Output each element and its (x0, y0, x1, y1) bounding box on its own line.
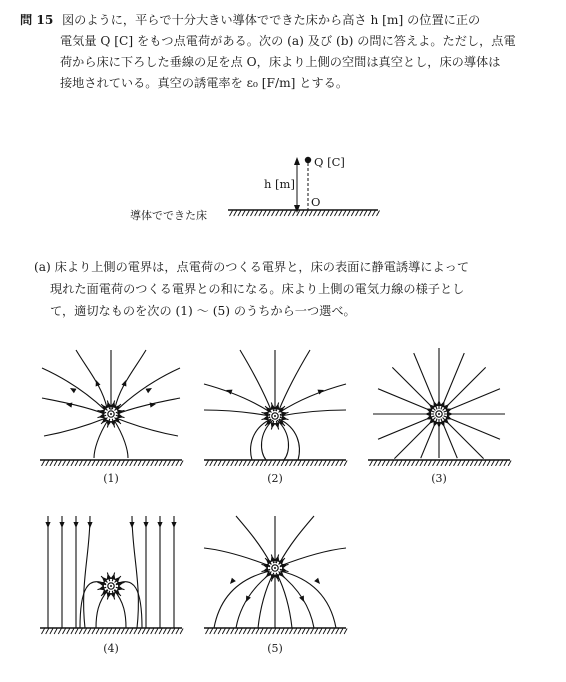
floor-hatch (378, 461, 381, 467)
field-line (42, 398, 105, 414)
floor-hatch (126, 461, 129, 467)
floor-hatch (298, 629, 301, 635)
floor-hatch (71, 629, 74, 635)
floor-hatch (235, 629, 238, 635)
option-4-floor (40, 628, 183, 634)
floor-hatch (42, 461, 45, 467)
floor-hatch (130, 461, 133, 467)
floor-hatch (491, 461, 494, 467)
floor-hatch (330, 211, 333, 217)
floor-hatch (231, 461, 234, 467)
floor-hatch (230, 211, 233, 217)
floor-hatch (210, 629, 213, 635)
floor-hatch (239, 461, 242, 467)
floor-hatch (242, 211, 245, 217)
floor-hatch (269, 461, 272, 467)
floor-hatch (227, 629, 230, 635)
floor-hatch (42, 629, 45, 635)
problem-line-3: 荷から床に下ろした垂線の足を点 O，床より上側の空間は真空とし，床の導体は (60, 55, 501, 69)
floor-hatch (314, 211, 317, 217)
question-a (34, 256, 554, 322)
option-2-floor (204, 460, 347, 466)
field-line (44, 418, 106, 436)
floor-hatch (470, 461, 473, 467)
floor-hatch (433, 461, 436, 467)
floor-hatch (227, 461, 230, 467)
floor-hatch (391, 461, 394, 467)
floor-hatch (377, 211, 380, 217)
option-1-label: (1) (103, 472, 119, 485)
option-3-label: (3) (431, 472, 447, 485)
charge-center (274, 567, 276, 569)
field-line (94, 420, 108, 458)
floor-hatch (374, 461, 377, 467)
floor-hatch (58, 461, 61, 467)
floor-hatch (319, 629, 322, 635)
floor-hatch (159, 629, 162, 635)
floor-hatch (269, 629, 272, 635)
field-line (240, 350, 271, 410)
floor-hatch (267, 211, 270, 217)
floor-hatch (50, 629, 53, 635)
floor-hatch (272, 211, 275, 217)
floor-hatch (243, 461, 246, 467)
floor-hatch (176, 629, 179, 635)
floor-hatch (306, 629, 309, 635)
floor-hatch (437, 461, 440, 467)
floor-hatch (276, 211, 279, 217)
floor-hatch (340, 461, 343, 467)
floor-hatch (356, 211, 359, 217)
field-line (280, 571, 336, 628)
floor-hatch (259, 211, 262, 217)
floor-hatch (163, 629, 166, 635)
floor-hatch (251, 211, 254, 217)
floor-hatch (407, 461, 410, 467)
floor-hatch (466, 461, 469, 467)
field-line (279, 516, 314, 564)
option-5-floor (204, 628, 347, 634)
floor-hatch (222, 461, 225, 467)
floor-hatch (168, 461, 171, 467)
floor-hatch (63, 629, 66, 635)
charge-label: Q [C] (314, 155, 345, 169)
floor-hatch (449, 461, 452, 467)
floor-hatch (412, 461, 415, 467)
field-arrow-head (59, 522, 64, 528)
floor-hatch (255, 211, 258, 217)
floor-hatch (311, 629, 314, 635)
floor-hatch (222, 629, 225, 635)
floor-hatch (302, 461, 305, 467)
floor-hatch (100, 461, 103, 467)
field-line (132, 516, 138, 628)
field-line (204, 384, 270, 412)
problem-line-1: 図のように，平らで十分大きい導体でできた床から高さ h [m] の位置に正の (62, 13, 481, 27)
floor-hatch (351, 211, 354, 217)
floor-hatch (280, 211, 283, 217)
floor-hatch (368, 211, 371, 217)
floor-hatch (105, 629, 108, 635)
floor-hatch (134, 629, 137, 635)
field-line (279, 573, 314, 628)
foot-label: O (311, 195, 321, 209)
field-line (236, 573, 271, 628)
field-arrow-head (146, 388, 152, 393)
floor-hatch (130, 629, 133, 635)
floor-hatch (290, 629, 293, 635)
floor-hatch (142, 461, 145, 467)
floor-hatch (302, 629, 305, 635)
floor-hatch (138, 629, 141, 635)
floor-hatch (88, 629, 91, 635)
floor-hatch (336, 629, 339, 635)
field-arrow-head (70, 388, 76, 393)
problem-line-2: 電気量 Q [C] をもつ点電荷がある。次の (a) 及び (b) の問に答えよ。ただし，点電 (60, 34, 516, 48)
floor-hatch (126, 629, 129, 635)
option-3-floor (368, 460, 511, 466)
floor-hatch (260, 461, 263, 467)
floor-hatch (180, 629, 183, 635)
floor-hatch (370, 461, 373, 467)
floor-hatch (79, 461, 82, 467)
floor-hatch (343, 211, 346, 217)
floor-hatch (332, 629, 335, 635)
field-arrow-head (73, 522, 78, 528)
floor-hatch (382, 461, 385, 467)
floor-hatch (305, 211, 308, 217)
floor-hatch (63, 461, 66, 467)
floor-hatch (386, 461, 389, 467)
field-line (204, 548, 270, 566)
floor-hatch (121, 629, 124, 635)
floor-hatch (214, 629, 217, 635)
field-arrow-head (314, 578, 320, 584)
floor-hatch (58, 629, 61, 635)
floor-hatch (75, 629, 78, 635)
floor-hatch (327, 629, 330, 635)
point-charge (305, 157, 311, 163)
option-5[interactable] (200, 514, 350, 676)
question-a-line-3: て，適切なものを次の (1) ～ (5) のうちから一つ選べ。 (50, 304, 356, 318)
option-4[interactable] (36, 514, 186, 676)
floor-hatch (54, 629, 57, 635)
floor-hatch (235, 461, 238, 467)
floor-hatch (238, 211, 241, 217)
floor-hatch (326, 211, 329, 217)
floor-hatch (109, 629, 112, 635)
floor-hatch (290, 461, 293, 467)
floor-hatch (248, 461, 251, 467)
floor-hatch (113, 629, 116, 635)
floor-hatch (79, 629, 82, 635)
floor-hatch (138, 461, 141, 467)
floor-hatch (159, 461, 162, 467)
floor-hatch (372, 211, 375, 217)
floor-hatch (109, 461, 112, 467)
field-arrow-head (171, 522, 176, 528)
floor-hatch (339, 211, 342, 217)
floor-hatch (315, 629, 318, 635)
floor-hatch (84, 629, 87, 635)
problem-number: 問 15 (20, 13, 54, 27)
floor-hatch (344, 629, 347, 635)
option-2-diagram (200, 348, 350, 466)
floor-hatch (277, 461, 280, 467)
floor-hatch (428, 461, 431, 467)
field-arrow-head (143, 522, 148, 528)
question-a-line-2: 現れた面電荷のつくる電界との和になる。床より上側の電気力線の様子とし (50, 282, 465, 296)
floor-hatch (335, 211, 338, 217)
floor-hatch (168, 629, 171, 635)
floor-hatch (318, 211, 321, 217)
floor-hatch (92, 629, 95, 635)
floor-hatch (332, 461, 335, 467)
floor-hatch (96, 461, 99, 467)
floor-hatch (46, 461, 49, 467)
floor-hatch (92, 461, 95, 467)
floor-hatch (322, 211, 325, 217)
floor-hatch (311, 461, 314, 467)
floor-hatch (206, 461, 209, 467)
field-line (279, 350, 310, 410)
floor-hatch (458, 461, 461, 467)
field-line (114, 420, 128, 458)
floor-hatch (75, 461, 78, 467)
floor-hatch (239, 629, 242, 635)
floor-hatch (284, 211, 287, 217)
floor-hatch (479, 461, 482, 467)
floor-hatch (176, 461, 179, 467)
floor-hatch (113, 461, 116, 467)
floor-hatch (285, 461, 288, 467)
floor-hatch (248, 629, 251, 635)
height-label: h [m] (264, 177, 295, 191)
setup-figure (130, 148, 430, 228)
floor-hatch (315, 461, 318, 467)
floor-hatch (263, 211, 266, 217)
floor-hatch (172, 629, 175, 635)
floor-hatch (340, 629, 343, 635)
floor-hatch (399, 461, 402, 467)
setup-floor (228, 210, 380, 216)
option-5-diagram (200, 514, 350, 636)
option-2-label: (2) (267, 472, 283, 485)
floor-hatch (264, 629, 267, 635)
option-1[interactable] (36, 348, 186, 508)
floor-hatch (117, 629, 120, 635)
option-4-diagram (36, 514, 186, 636)
field-line (115, 350, 146, 408)
field-line (214, 571, 270, 628)
field-arrow-head (157, 522, 162, 528)
charge-center (110, 413, 112, 415)
field-arrow-head (45, 522, 50, 528)
floor-hatch (281, 629, 284, 635)
floor-hatch (454, 461, 457, 467)
floor-hatch (500, 461, 503, 467)
floor-hatch (234, 211, 237, 217)
floor-hatch (54, 461, 57, 467)
floor-hatch (285, 629, 288, 635)
height-arrow-head-top (294, 157, 300, 165)
problem-line-4: 接地されている。真空の誘電率を ε₀ [F/m] とする。 (60, 76, 349, 90)
floor-hatch (67, 629, 70, 635)
field-line (84, 516, 90, 628)
floor-hatch (71, 461, 74, 467)
floor-hatch (218, 629, 221, 635)
option-1-floor (40, 460, 183, 466)
floor-hatch (105, 461, 108, 467)
floor-hatch (117, 461, 120, 467)
floor-hatch (260, 629, 263, 635)
floor-hatch (475, 461, 478, 467)
floor-hatch (508, 461, 511, 467)
field-line (116, 418, 178, 436)
floor-hatch (306, 461, 309, 467)
floor-hatch (214, 461, 217, 467)
field-arrow-head (317, 390, 324, 395)
floor-hatch (121, 461, 124, 467)
field-line (280, 384, 346, 412)
setup-floor-hatched (228, 210, 380, 216)
field-arrow-head (226, 390, 233, 395)
floor-hatch (309, 211, 312, 217)
field-line (76, 350, 107, 408)
floor-hatch (445, 461, 448, 467)
field-arrow-head (230, 578, 236, 584)
question-a-line-1: (a) 床より上側の電界は，点電荷のつくる電界と，床の表面に静電誘導によって (34, 260, 470, 274)
option-3-diagram (364, 348, 514, 466)
floor-hatch (155, 461, 158, 467)
charge-center (438, 413, 440, 415)
floor-hatch (364, 211, 367, 217)
floor-hatch (301, 211, 304, 217)
floor-hatch (281, 461, 284, 467)
floor-hatch (206, 629, 209, 635)
floor-hatch (293, 211, 296, 217)
floor-hatch (298, 461, 301, 467)
field-line (280, 410, 346, 416)
floor-hatch (403, 461, 406, 467)
field-line (236, 516, 271, 564)
floor-hatch (210, 461, 213, 467)
floor-hatch (277, 629, 280, 635)
floor-hatch (256, 629, 259, 635)
field-arrow-head (96, 380, 101, 387)
floor-hatch (294, 629, 297, 635)
floor-hatch (256, 461, 259, 467)
floor-hatch (151, 629, 154, 635)
floor-hatch (151, 461, 154, 467)
option-4-label: (4) (103, 642, 119, 655)
floor-hatch (147, 461, 150, 467)
floor-hatch (441, 461, 444, 467)
floor-hatch (46, 629, 49, 635)
field-line (117, 398, 180, 414)
floor-hatch (67, 461, 70, 467)
field-line (204, 410, 270, 416)
floor-hatch (336, 461, 339, 467)
floor-hatch (100, 629, 103, 635)
floor-hatch (84, 461, 87, 467)
floor-hatch (496, 461, 499, 467)
floor-hatch (88, 461, 91, 467)
floor-hatch (134, 461, 137, 467)
floor-hatch (252, 461, 255, 467)
floor-hatch (243, 629, 246, 635)
floor-hatch (323, 629, 326, 635)
floor-hatch (462, 461, 465, 467)
floor-hatch (218, 461, 221, 467)
floor-hatch (327, 461, 330, 467)
floor-hatch (231, 629, 234, 635)
charge-center (274, 415, 276, 417)
problem-statement (20, 10, 550, 94)
floor-hatch (273, 461, 276, 467)
charge-center (110, 585, 112, 587)
floor-hatch (395, 461, 398, 467)
floor-hatch (163, 461, 166, 467)
floor-label: 導体でできた床 (130, 209, 207, 222)
floor-hatch (416, 461, 419, 467)
floor-hatch (180, 461, 183, 467)
floor-hatch (487, 461, 490, 467)
option-2[interactable] (200, 348, 350, 508)
floor-hatch (155, 629, 158, 635)
floor-hatch (50, 461, 53, 467)
option-1-diagram (36, 348, 186, 466)
floor-hatch (252, 629, 255, 635)
floor-hatch (424, 461, 427, 467)
field-arrow-head (122, 380, 127, 387)
floor-hatch (319, 461, 322, 467)
option-5-label: (5) (267, 642, 283, 655)
floor-hatch (288, 211, 291, 217)
floor-hatch (323, 461, 326, 467)
field-arrow-head (87, 522, 92, 528)
floor-hatch (172, 461, 175, 467)
floor-hatch (96, 629, 99, 635)
floor-hatch (142, 629, 145, 635)
floor-hatch (246, 211, 249, 217)
option-3[interactable] (364, 348, 514, 508)
floor-hatch (504, 461, 507, 467)
floor-hatch (264, 461, 267, 467)
floor-hatch (360, 211, 363, 217)
field-line (280, 548, 346, 566)
field-arrow-head (129, 522, 134, 528)
floor-hatch (147, 629, 150, 635)
floor-hatch (347, 211, 350, 217)
floor-hatch (294, 461, 297, 467)
floor-hatch (273, 629, 276, 635)
floor-hatch (483, 461, 486, 467)
floor-hatch (344, 461, 347, 467)
floor-hatch (420, 461, 423, 467)
